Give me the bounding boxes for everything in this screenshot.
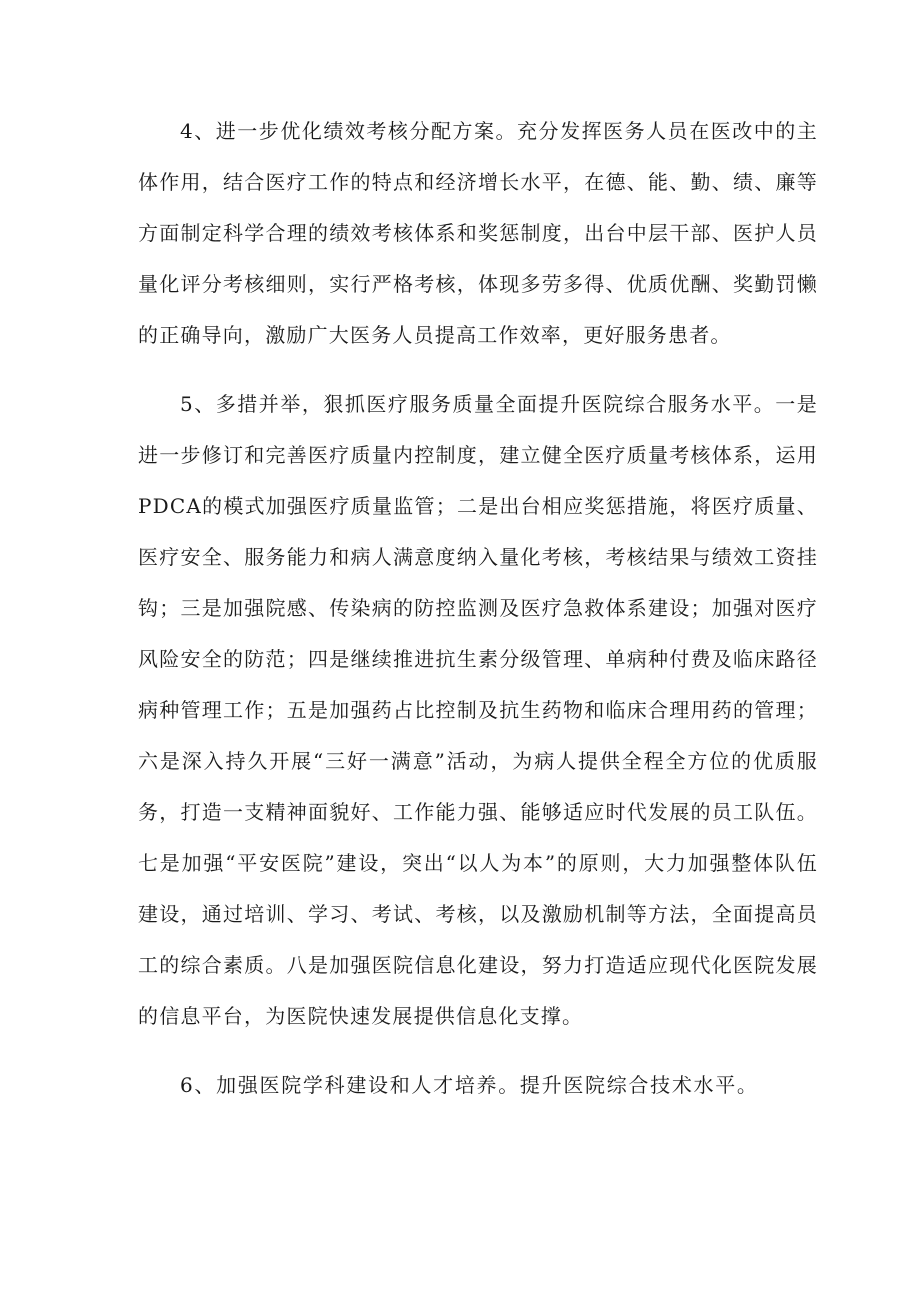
paragraph-performance-assessment: 4、进一步优化绩效考核分配方案。充分发挥医务人员在医改中的主体作用，结合医疗工作的特点和经济增长水平，在德、能、勤、绩、廉等方面制定科学合理的绩效考核体系和奖惩制度，出台中层干部、医护人员量化评分考核细则，实行严格考核，体现多劳多得、优质优酬、奖勤罚懒的正确导向，激励广大医务人员提高工作效率，更好服务患者。 xyxy=(138,119,818,347)
paragraph-medical-service-quality: 5、多措并举，狠抓医疗服务质量全面提升医院综合服务水平。一是进一步修订和完善医疗质量内控制度，建立健全医疗质量考核体系，运用PDCA的模式加强医疗质量监管；二是出台相应奖惩措施，将医疗质量、医疗安全、服务能力和病人满意度纳入量化考核，考核结果与绩效工资挂钩；三是加强院感、传染病的防控监测及医疗急救体系建设；加强对医疗风险安全的防范；四是继续推进抗生素分级管理、单病种付费及临床路径病种管理工作；五是加强药占比控制及抗生药物和临床合理用药的管理；六是深入持久开展“三好一满意”活动，为病人提供全程全方位的优质服务，打造一支精神面貌好、工作能力强、能够适应时代发展的员工队伍。七是加强“平安医院”建设，突出“以人为本”的原则，大力加强整体队伍建设，通过培训、学习、考试、考核，以及激励机制等方法，全面提高员工的综合素质。八是加强医院信息化建设，努力打造适应现代化医院发展的信息平台，为医院快速发展提供信息化支撑。 xyxy=(138,392,818,1028)
paragraph-discipline-construction: 6、加强医院学科建设和人才培养。提升医院综合技术水平。 xyxy=(180,1073,759,1097)
document-body xyxy=(138,106,818,1129)
